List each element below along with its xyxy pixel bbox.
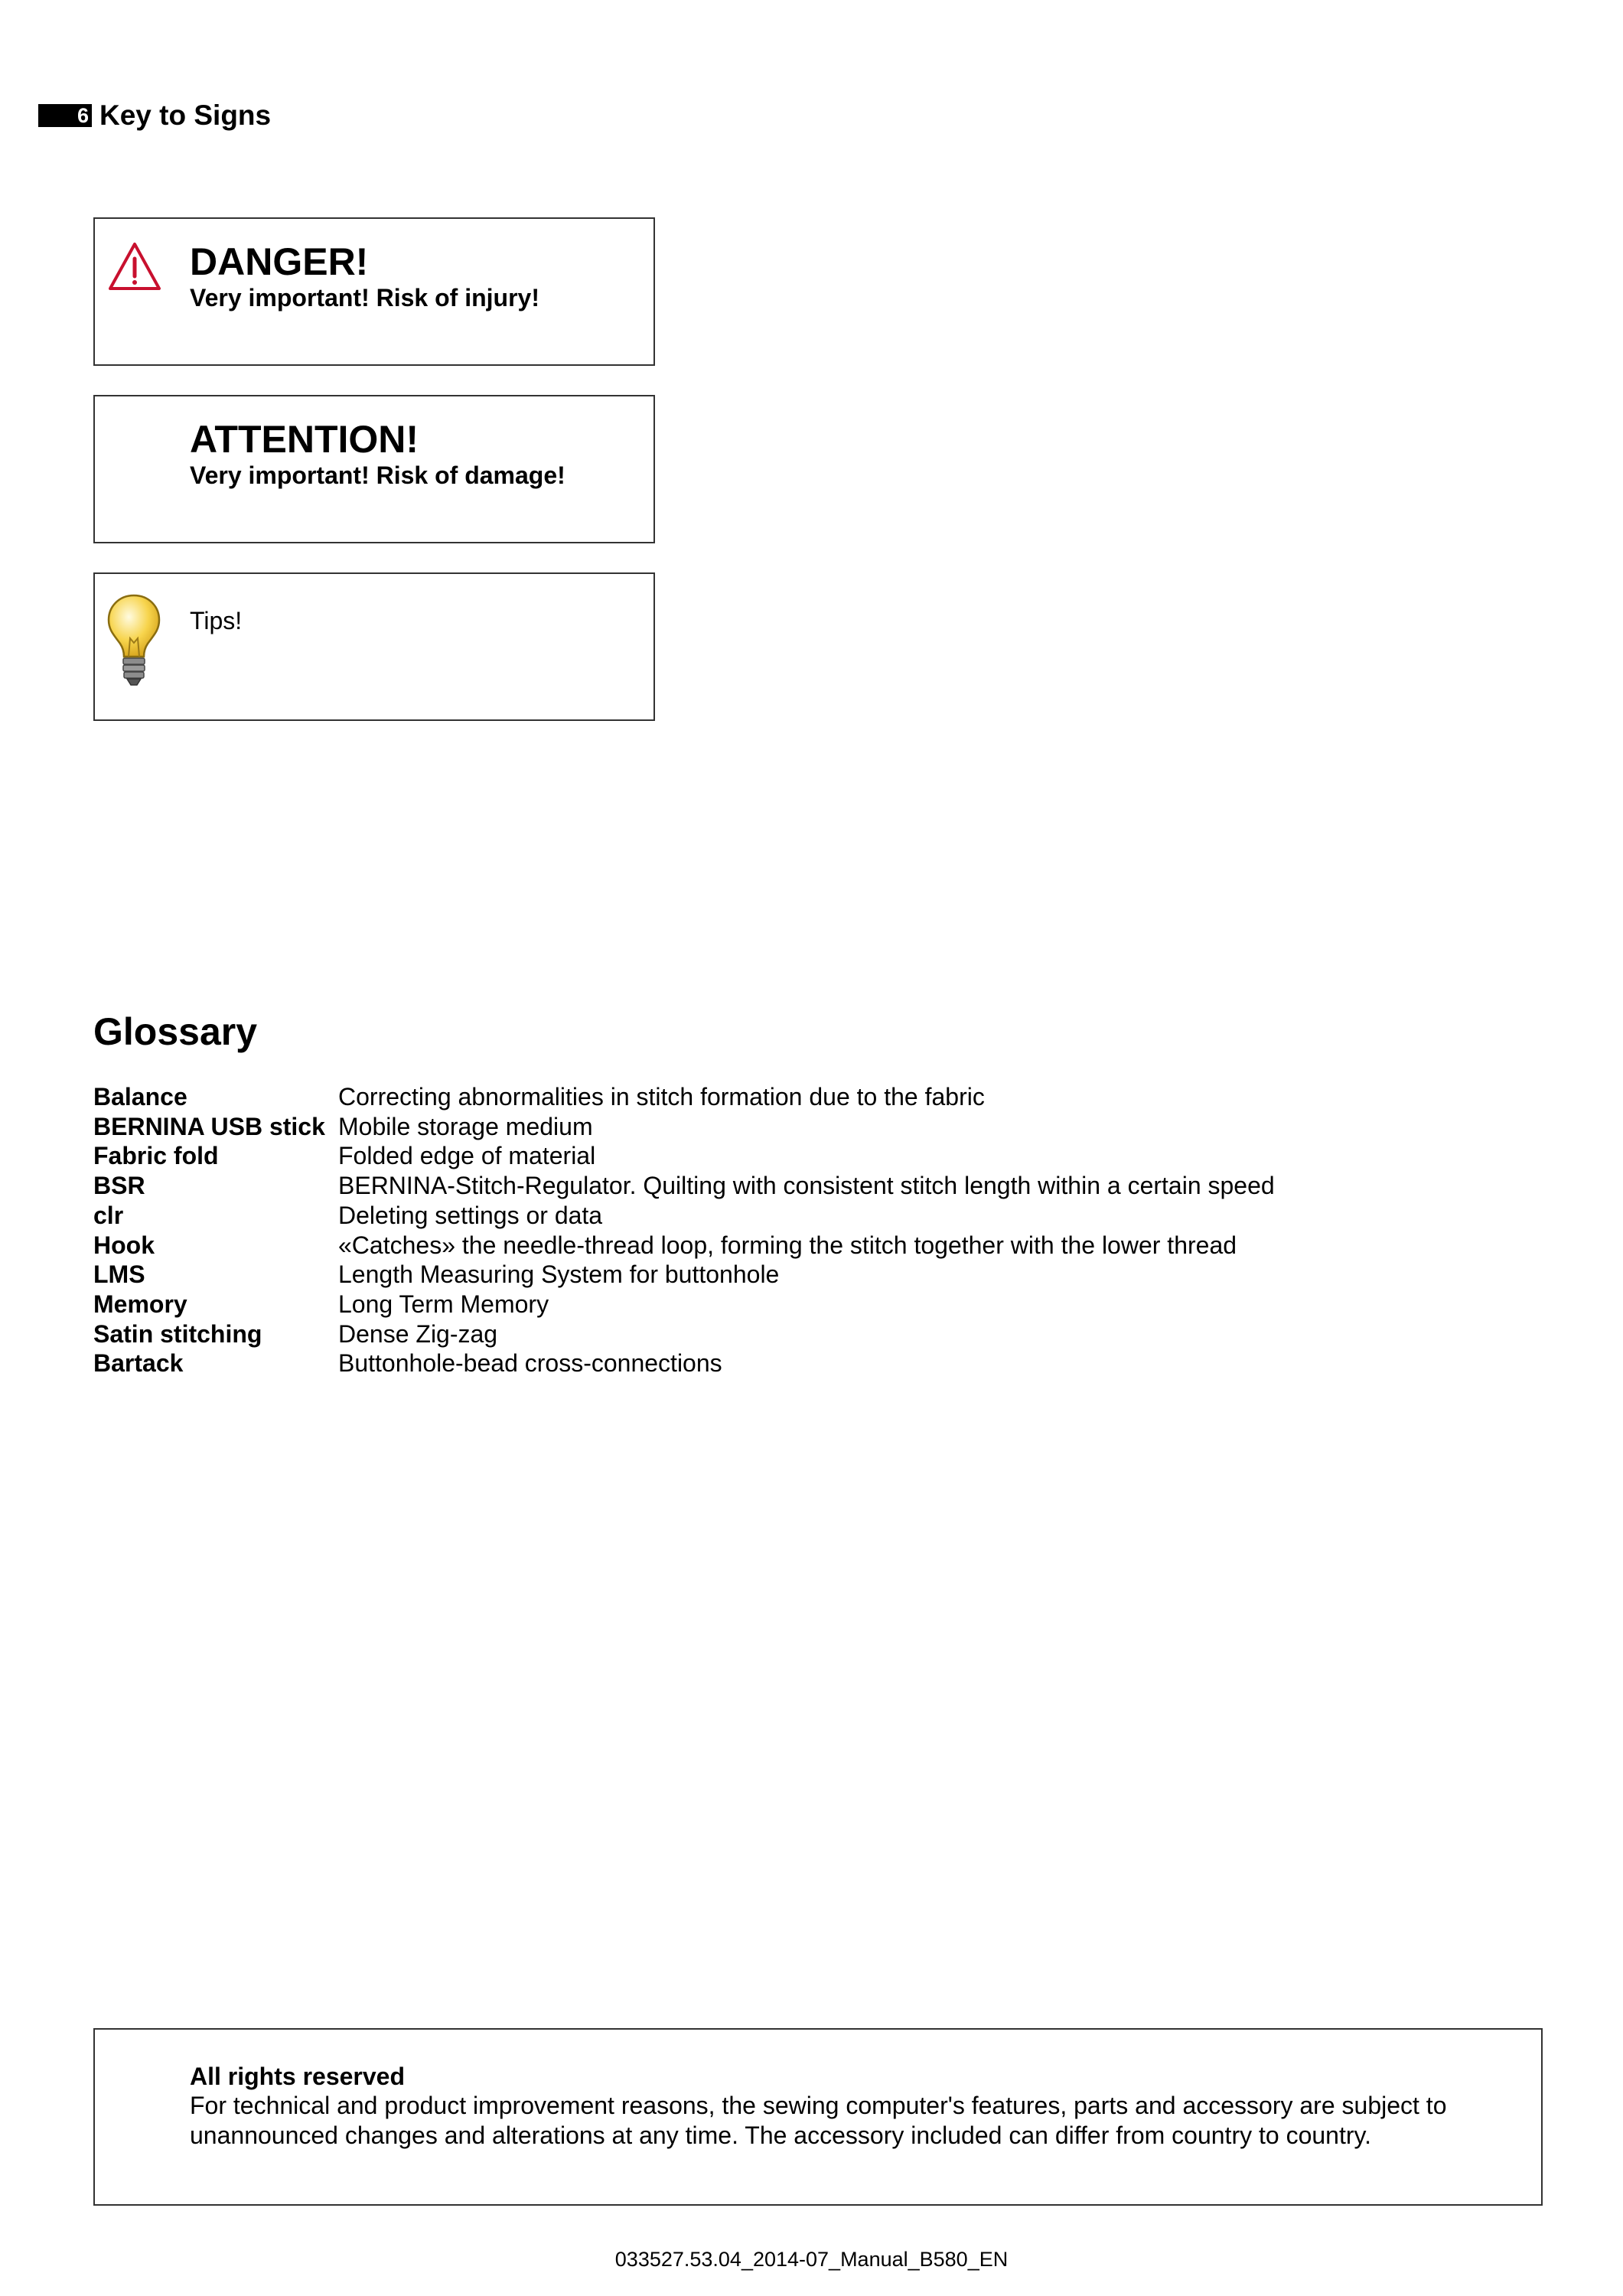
glossary-title: Glossary xyxy=(93,1010,258,1053)
table-row xyxy=(93,1231,1275,1261)
page-title: Key to Signs xyxy=(99,99,272,131)
page-header xyxy=(38,99,272,131)
glossary-term: LMS xyxy=(93,1261,145,1289)
rights-text: For technical and product improvement reasons, the sewing computer's features, parts and accessory are subject to unannounced changes and alterations at any time. The accessory included can differ from country to country. xyxy=(190,2092,1447,2149)
tips-notice xyxy=(93,572,655,721)
glossary-term: Balance xyxy=(93,1083,187,1110)
attention-title: ATTENTION! xyxy=(190,418,419,461)
glossary-definition: Correcting abnormalities in stitch formation due to the fabric xyxy=(338,1083,985,1110)
glossary-term: BERNINA USB stick xyxy=(93,1112,325,1140)
glossary-term: BSR xyxy=(93,1172,145,1200)
glossary-definition: Deleting settings or data xyxy=(338,1201,603,1229)
glossary-definition: Long Term Memory xyxy=(338,1290,549,1318)
glossary-term: Memory xyxy=(93,1290,187,1318)
danger-title: DANGER! xyxy=(190,240,369,283)
glossary-definition: Dense Zig-zag xyxy=(338,1319,498,1348)
glossary-term: clr xyxy=(93,1201,124,1229)
table-row xyxy=(93,1319,1275,1349)
glossary-definition: BERNINA-Stitch-Regulator. Quilting with consistent stitch length within a certain speed xyxy=(338,1172,1275,1200)
glossary-definition: Length Measuring System for buttonhole xyxy=(338,1261,780,1289)
glossary-term: Hook xyxy=(93,1231,155,1259)
attention-text: Very important! Risk of damage! xyxy=(190,461,565,489)
glossary-term: Fabric fold xyxy=(93,1142,219,1170)
glossary-definition: «Catches» the needle-thread loop, forming the stitch together with the lower thread xyxy=(338,1231,1237,1259)
warning-triangle-icon xyxy=(107,240,162,296)
lightbulb-icon xyxy=(106,592,162,691)
danger-notice xyxy=(93,217,655,366)
attention-notice xyxy=(93,395,655,543)
glossary-term: Satin stitching xyxy=(93,1319,262,1348)
document-id-footer: 033527.53.04_2014-07_Manual_B580_EN xyxy=(614,2248,1009,2271)
table-row xyxy=(93,1290,1275,1319)
glossary-definition: Mobile storage medium xyxy=(338,1112,593,1140)
glossary-definition: Buttonhole-bead cross-connections xyxy=(338,1349,722,1378)
tips-text: Tips! xyxy=(190,607,243,634)
glossary-term: Bartack xyxy=(93,1349,184,1378)
danger-text: Very important! Risk of injury! xyxy=(190,284,539,311)
rights-title: All rights reserved xyxy=(190,2063,405,2090)
glossary-definition: Folded edge of material xyxy=(338,1142,596,1170)
rights-notice xyxy=(93,2028,1543,2206)
table-row xyxy=(93,1260,1275,1290)
table-row xyxy=(93,1082,1275,1112)
table-row xyxy=(93,1141,1275,1171)
glossary-table xyxy=(93,1082,1275,1378)
page-number: 6 xyxy=(38,104,92,127)
table-row xyxy=(93,1201,1275,1231)
table-row xyxy=(93,1349,1275,1378)
table-row xyxy=(93,1171,1275,1201)
table-row xyxy=(93,1112,1275,1142)
